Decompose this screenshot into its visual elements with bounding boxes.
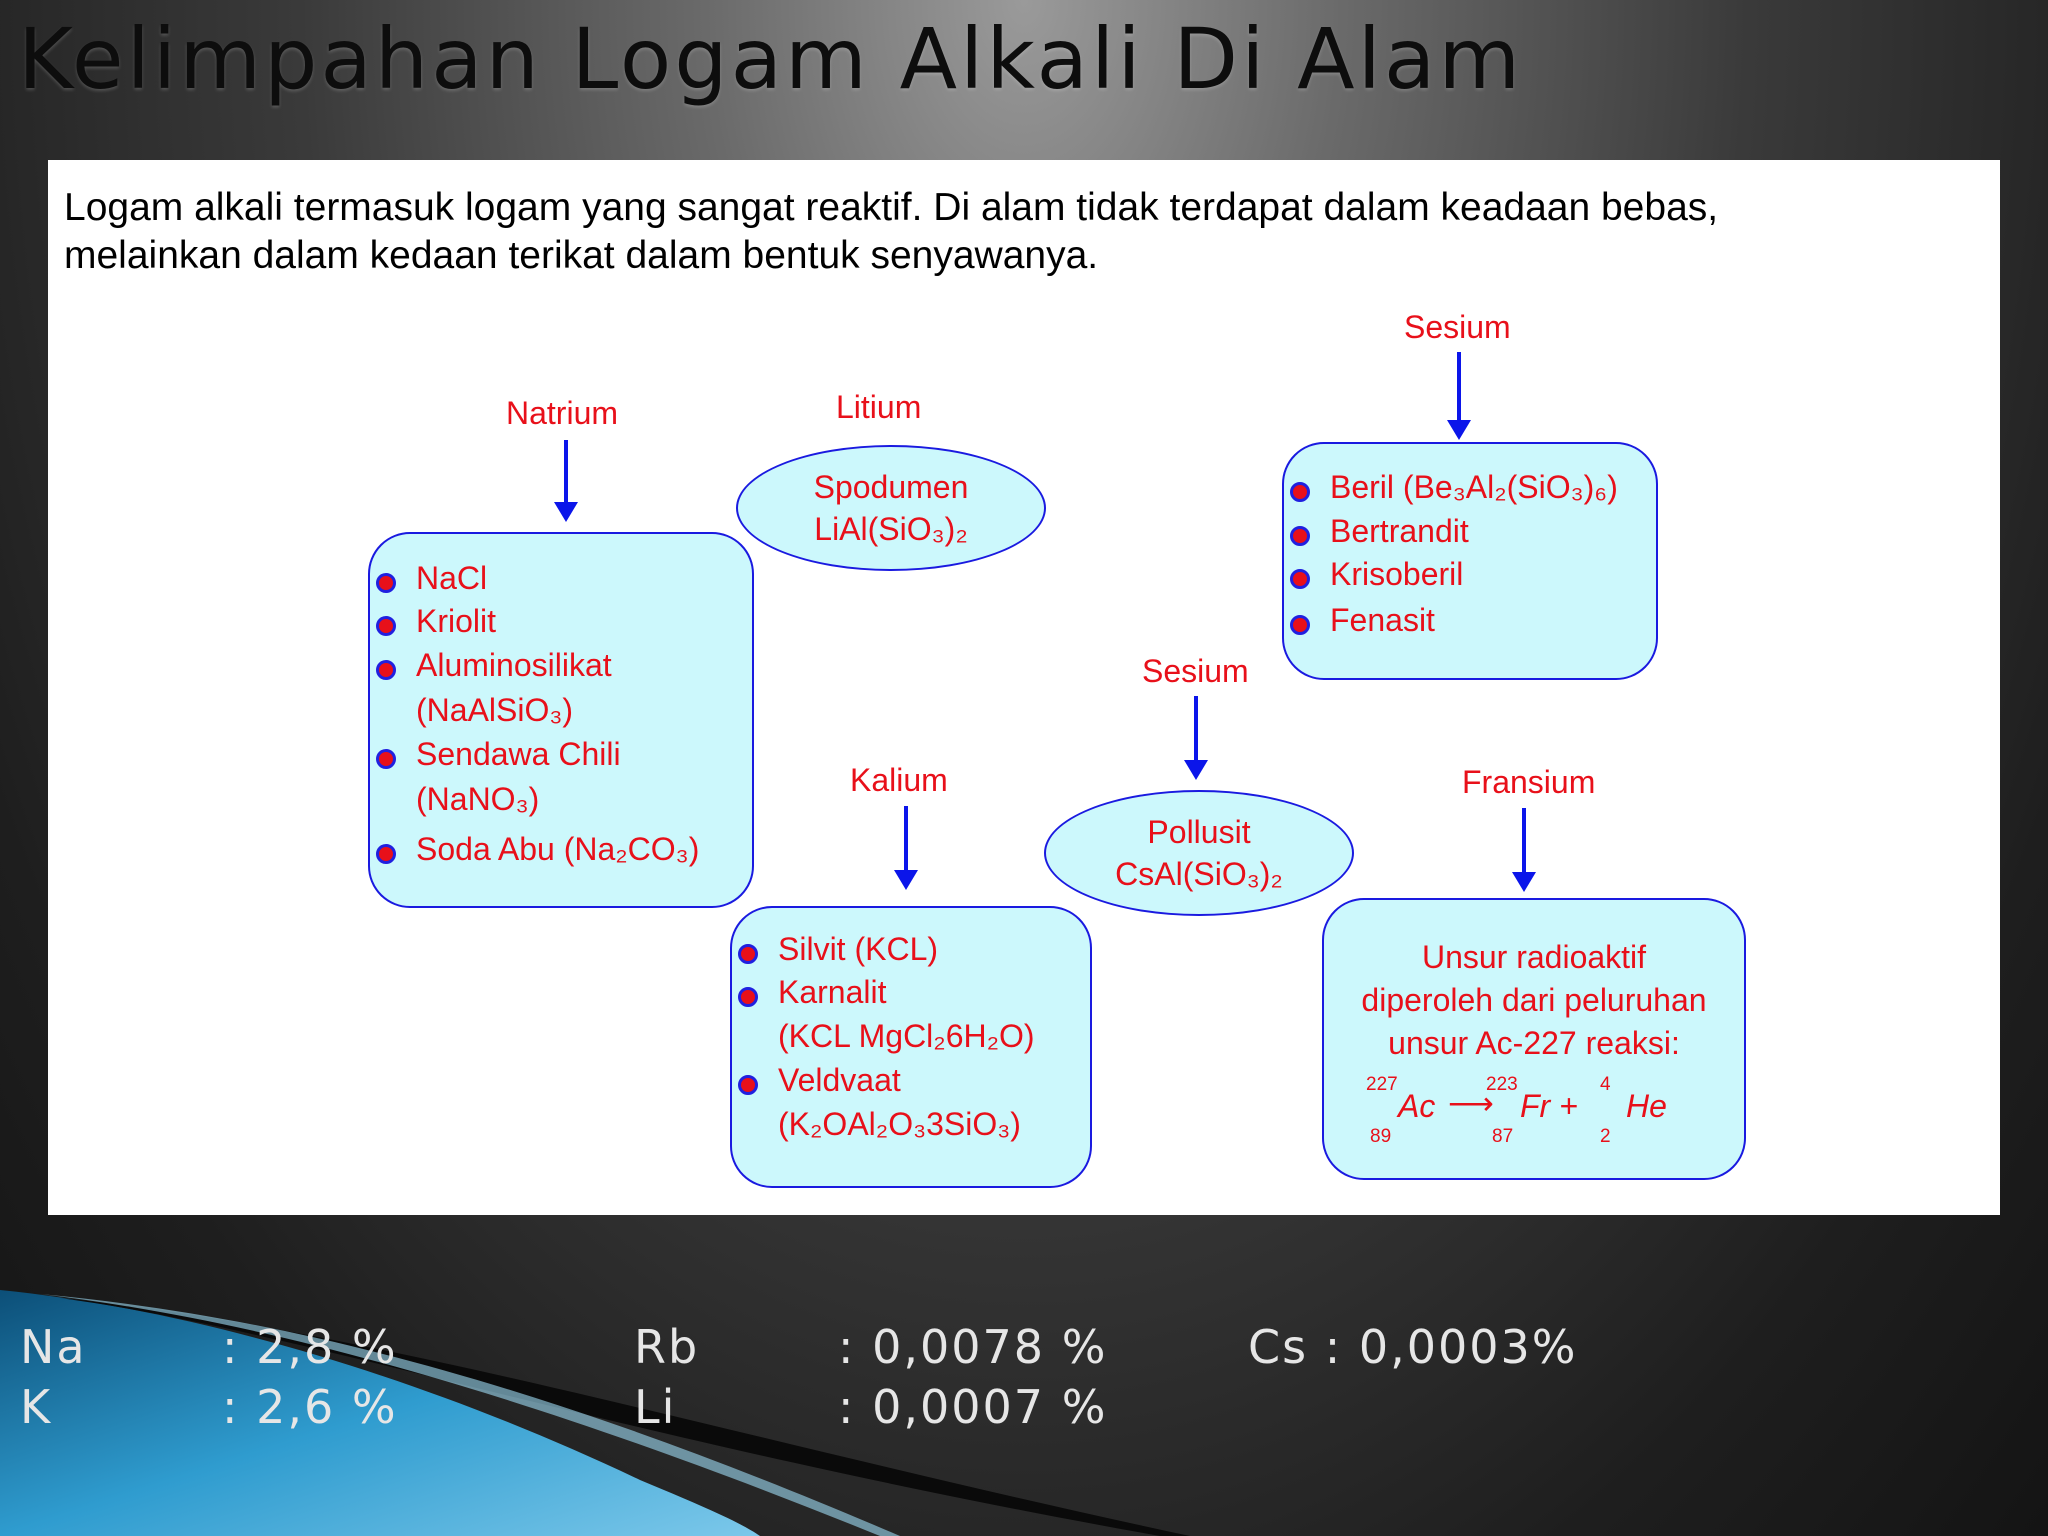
stat-rb-name: Rb (634, 1320, 700, 1374)
diagram-panel (48, 160, 2000, 1215)
he-symbol: He (1626, 1088, 1667, 1124)
natrium-item-kriolit: Kriolit (416, 603, 497, 639)
kalium-item-veldvaat: Veldvaat (778, 1062, 901, 1098)
bullet-icon (738, 1075, 758, 1095)
box-sesium (1282, 442, 1658, 680)
sesium-item-beril: Beril (Be₃Al₂(SiO₃)₆) (1330, 469, 1618, 505)
bullet-icon (1290, 526, 1310, 546)
fr-symbol: Fr + (1520, 1088, 1578, 1124)
bullet-icon (376, 844, 396, 864)
kalium-item-karnalit: Karnalit (778, 974, 887, 1010)
stat-cs: Cs : 0,0003% (1248, 1320, 1578, 1374)
he-mass-number: 4 (1600, 1074, 1611, 1095)
label-sesium-top: Sesium (1404, 309, 1511, 345)
bullet-icon (376, 749, 396, 769)
natrium-item-nacl: NaCl (416, 560, 488, 596)
arrow-sesium-mid (1194, 696, 1198, 776)
stat-rb-value: : 0,0078 % (838, 1320, 1108, 1374)
stat-li-name: Li (634, 1380, 677, 1434)
natrium-item-sendawa-formula: (NaNO₃) (416, 781, 540, 817)
bullet-icon (1290, 482, 1310, 502)
fransium-line-2: diperoleh dari peluruhan (1361, 982, 1707, 1018)
slide-title: Kelimpahan Logam Alkali Di Alam (18, 10, 1524, 108)
sesium-item-bertrandit: Bertrandit (1330, 513, 1469, 549)
spodumen-name: Spodumen (813, 469, 969, 505)
bullet-icon (738, 987, 758, 1007)
arrow-fransium (1522, 808, 1526, 888)
arrow-kalium (904, 806, 908, 886)
bullet-icon (1290, 615, 1310, 635)
natrium-item-sendawa: Sendawa Chili (416, 736, 621, 772)
bullet-icon (1290, 569, 1310, 589)
spodumen-formula: LiAl(SiO₃)₂ (814, 511, 968, 547)
pollusit-name: Pollusit (1147, 814, 1251, 850)
kalium-item-veldvaat-formula: (K₂OAl₂O₃3SiO₃) (778, 1106, 1021, 1142)
stat-na-name: Na (20, 1320, 87, 1374)
ac-mass-number: 227 (1366, 1074, 1398, 1095)
bullet-icon (376, 616, 396, 636)
box-natrium (368, 532, 754, 908)
arrow-sesium-top (1457, 352, 1461, 436)
fransium-description (1324, 936, 1744, 1065)
stat-na-value: : 2,8 % (222, 1320, 398, 1374)
fransium-line-3: unsur Ac-227 reaksi: (1388, 1025, 1680, 1061)
box-kalium (730, 906, 1092, 1188)
natrium-item-aluminosilikat: Aluminosilikat (416, 647, 612, 683)
sesium-item-fenasit: Fenasit (1330, 602, 1435, 638)
label-natrium: Natrium (506, 395, 619, 431)
stat-k-value: : 2,6 % (222, 1380, 398, 1434)
intro-text (64, 184, 2000, 280)
arrow-natrium (564, 440, 568, 518)
stat-k-name: K (20, 1380, 53, 1434)
natrium-item-soda-abu: Soda Abu (Na₂CO₃) (416, 831, 700, 867)
ac-atomic-number: 89 (1370, 1126, 1392, 1147)
fr-atomic-number: 87 (1492, 1126, 1514, 1147)
fransium-line-1: Unsur radioaktif (1421, 939, 1647, 975)
bullet-icon (738, 944, 758, 964)
intro-line-2: melainkan dalam kedaan terikat dalam bentuk senyawanya. (64, 234, 1099, 277)
reaction-arrow-icon: ⟶ (1448, 1085, 1494, 1121)
kalium-item-karnalit-formula: (KCL MgCl₂6H₂O) (778, 1018, 1035, 1054)
bullet-icon (376, 660, 396, 680)
intro-line-1: Logam alkali termasuk logam yang sangat reaktif. Di alam tidak terdapat dalam keadaan bebas, (64, 186, 1719, 229)
label-kalium: Kalium (850, 762, 948, 798)
label-litium: Litium (836, 389, 922, 425)
sesium-item-krisoberil: Krisoberil (1330, 556, 1464, 592)
pollusit-formula: CsAl(SiO₃)₂ (1115, 856, 1283, 892)
label-fransium: Fransium (1462, 764, 1596, 800)
stat-li-value: : 0,0007 % (838, 1380, 1108, 1434)
he-atomic-number: 2 (1600, 1126, 1611, 1147)
ac-symbol: Ac (1398, 1088, 1436, 1124)
fr-mass-number: 223 (1486, 1074, 1518, 1095)
ellipse-spodumen (736, 445, 1046, 571)
label-sesium-mid: Sesium (1142, 653, 1249, 689)
box-fransium (1322, 898, 1746, 1180)
natrium-item-aluminosilikat-formula: (NaAlSiO₃) (416, 692, 574, 728)
kalium-item-silvit: Silvit (KCL) (778, 931, 939, 967)
bullet-icon (376, 573, 396, 593)
ellipse-pollusit (1044, 790, 1354, 916)
